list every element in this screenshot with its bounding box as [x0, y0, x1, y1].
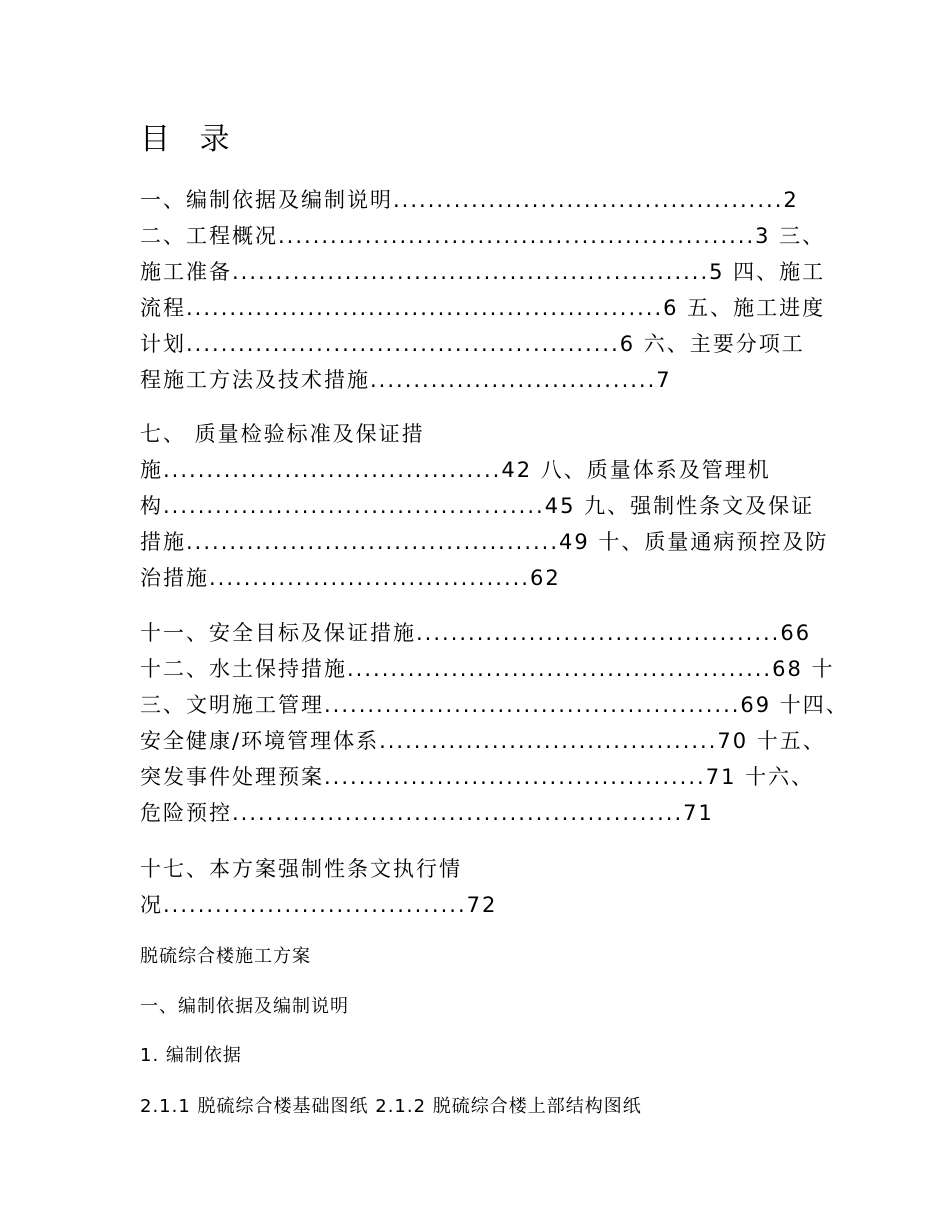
- toc-line: 况...................................72: [140, 893, 498, 917]
- toc-line: 治措施.....................................62: [140, 566, 561, 590]
- toc-line: 七、 质量检验标准及保证措: [140, 422, 425, 446]
- toc-line: 突发事件处理预案............................................71 十六、: [140, 765, 815, 789]
- toc-line: 流程.......................................................6 五、施工进度: [140, 296, 826, 320]
- toc-line: 二、工程概况.......................................................3 三、: [140, 224, 826, 248]
- toc-line: 安全健康/环境管理体系.......................................70 十五、: [140, 729, 826, 753]
- toc-line: 施.......................................42 八、质量体系及管理机: [140, 458, 771, 482]
- toc-line: 措施...........................................49 十、质量通病预控及防: [140, 530, 829, 554]
- page-title: 目 录: [140, 122, 240, 157]
- toc-line: 施工准备.......................................................5 四、施工: [140, 260, 826, 284]
- toc-line: 十七、本方案强制性条文执行情: [140, 857, 462, 881]
- toc-line: 一、编制依据及编制说明.............................................2: [140, 188, 799, 212]
- section-heading: 一、编制依据及编制说明: [140, 996, 349, 1017]
- drawing-list: 2.1.1 脱硫综合楼基础图纸 2.1.2 脱硫综合楼上部结构图纸: [140, 1096, 642, 1117]
- toc-line: 计划..................................................6 六、主要分项工: [140, 332, 805, 356]
- toc-line: 十一、安全目标及保证措施..........................................66: [140, 621, 812, 645]
- toc-line: 程施工方法及技术措施.................................7: [140, 368, 672, 392]
- toc-line: 危险预控....................................................71: [140, 801, 714, 825]
- toc-line: 十二、水土保持措施.................................................68 十: [140, 657, 835, 681]
- toc-line: 三、文明施工管理................................................69 十四、: [140, 693, 849, 717]
- subsection-heading: 1. 编制依据: [140, 1045, 242, 1066]
- toc-line: 构............................................45 九、强制性条文及保证: [140, 494, 815, 518]
- document-title: 脱硫综合楼施工方案: [140, 946, 311, 967]
